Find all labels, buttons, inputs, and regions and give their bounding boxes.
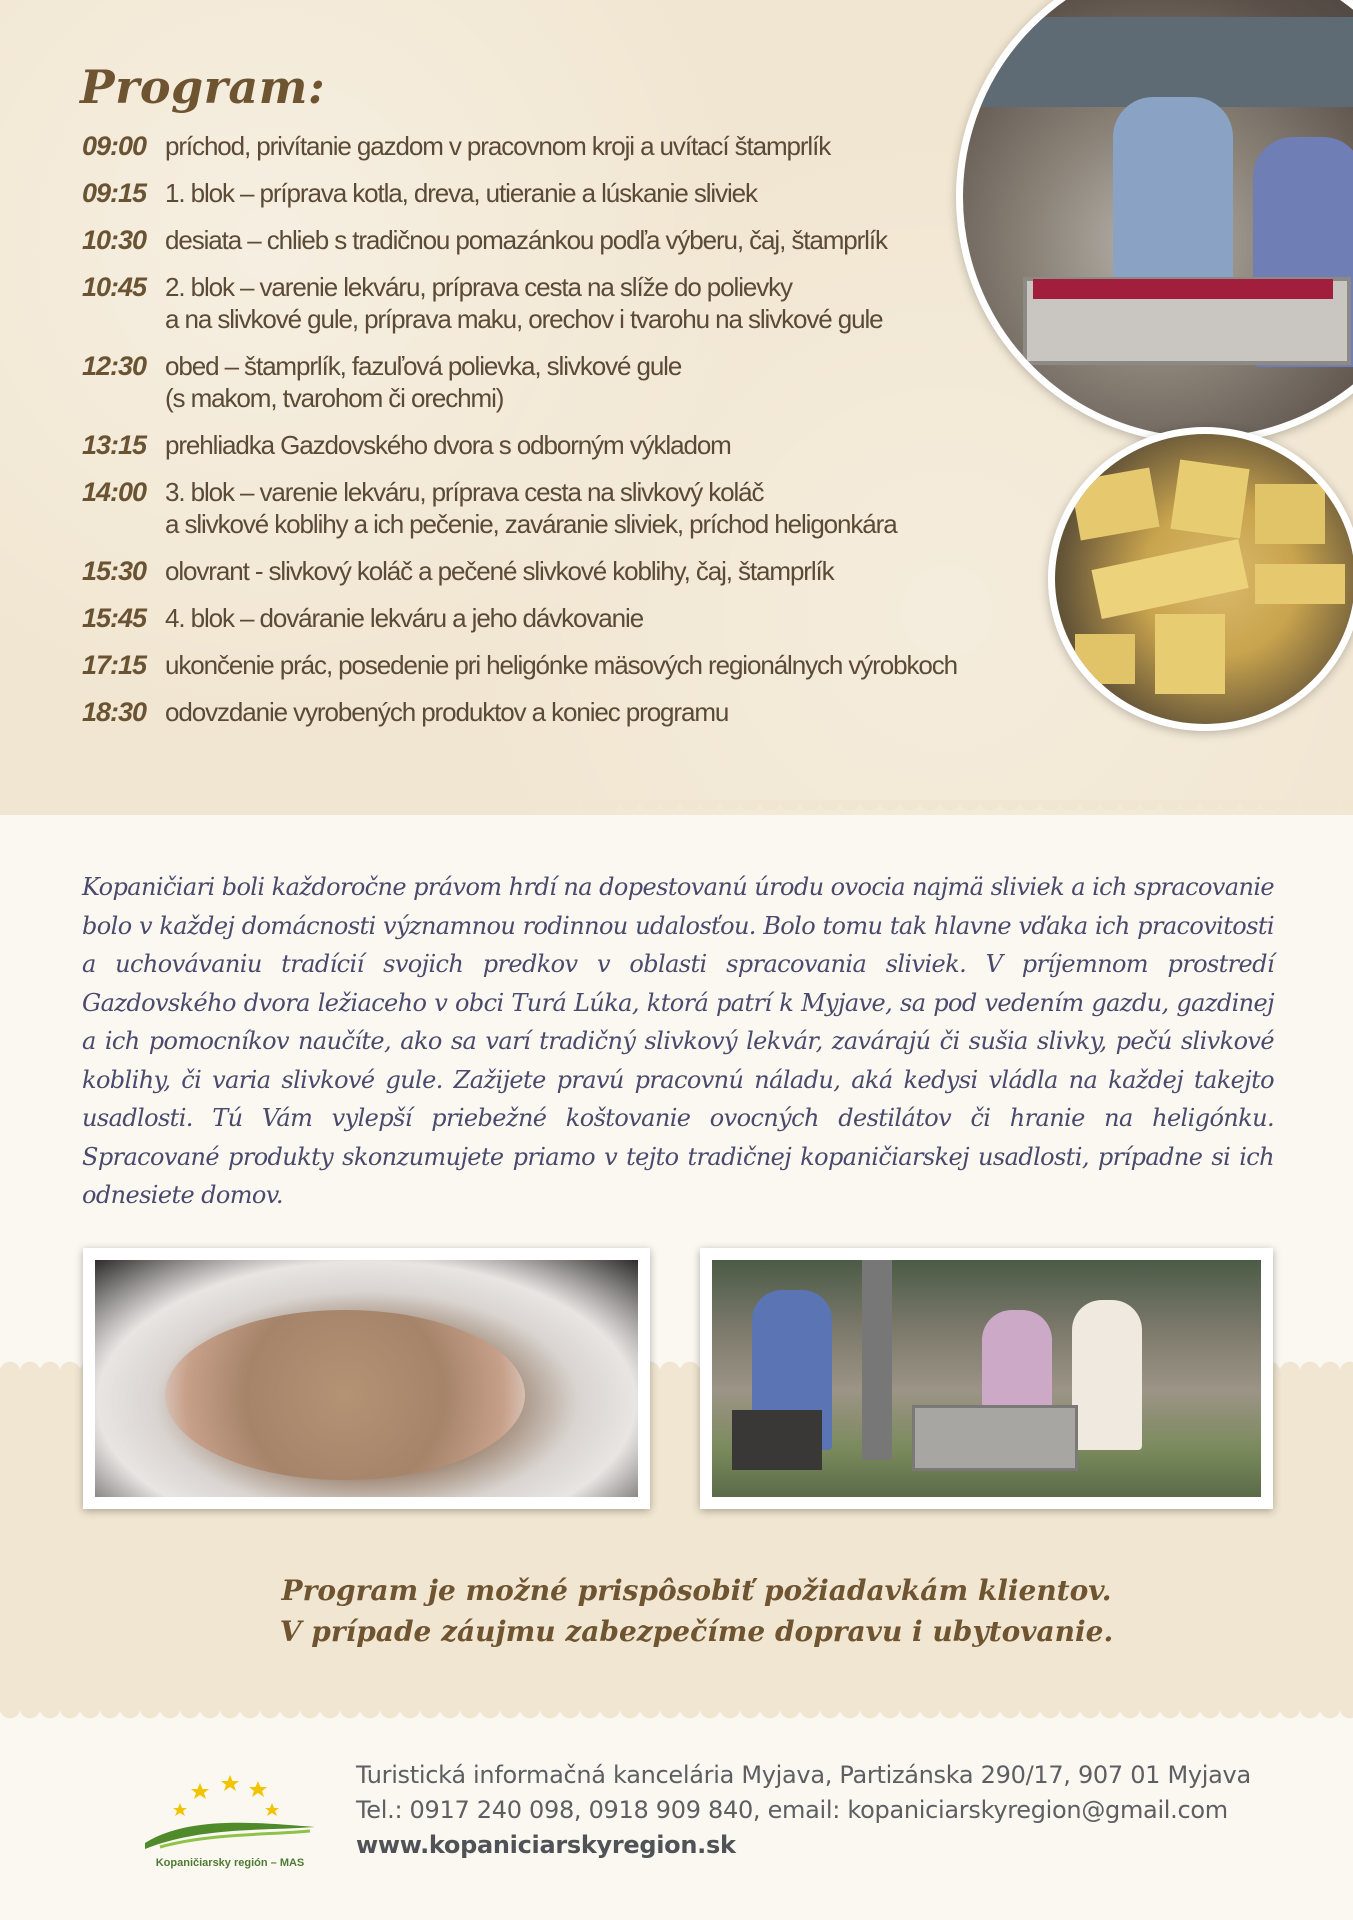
schedule-time: 15:30 — [82, 556, 147, 586]
photo-figure — [1113, 97, 1233, 297]
photo-chimney — [862, 1260, 892, 1460]
schedule-time: 09:15 — [82, 178, 147, 208]
website-link[interactable]: www.kopaniciarskyregion.sk — [356, 1831, 736, 1859]
photo-kettle — [912, 1405, 1078, 1471]
photo-pastry — [1075, 634, 1135, 684]
schedule-time: 09:00 — [82, 131, 147, 161]
photo-pot — [732, 1410, 822, 1470]
schedule-text: príchod, privítanie gazdom v pracovnom kroji a uvítací štamprlík — [165, 131, 831, 161]
photo-pastry — [1255, 484, 1325, 544]
photo-pastry — [1255, 564, 1345, 604]
photo-pastry — [1091, 539, 1248, 619]
schedule-item — [82, 350, 1042, 414]
schedule-item — [82, 177, 1042, 209]
photo-image — [712, 1260, 1261, 1497]
schedule-text-continued: a na slivkové gule, príprava maku, orechov i tvarohu na slivkové gule — [165, 304, 883, 334]
photo-jam-stirring — [700, 1248, 1273, 1509]
schedule-text-block — [165, 476, 897, 540]
program-heading: Program: — [80, 60, 326, 114]
schedule-time: 15:45 — [82, 603, 147, 633]
schedule-text: 3. blok – varenie lekváru, príprava cesta na slivkový koláč — [165, 477, 764, 507]
schedule-time: 14:00 — [82, 477, 147, 507]
schedule-text-continued: (s makom, tvarohom či orechmi) — [165, 383, 504, 413]
schedule-text: odovzdanie vyrobených produktov a koniec programu — [165, 697, 729, 727]
schedule-time: 10:45 — [82, 272, 147, 302]
schedule-text: desiata – chlieb s tradičnou pomazánkou podľa výberu, čaj, štamprlík — [165, 225, 887, 255]
photo-dumplings — [165, 1310, 525, 1480]
schedule-time: 13:15 — [82, 430, 147, 460]
schedule-item — [82, 271, 1042, 335]
photo-pastry — [1170, 459, 1249, 538]
scalloped-edge — [0, 1708, 1353, 1730]
schedule-text: olovrant - slivkový koláč a pečené slivkové koblihy, čaj, štamprlík — [165, 556, 834, 586]
schedule-item — [82, 696, 1042, 728]
closing-line: V prípade záujmu zabezpečíme dopravu i ubytovanie. — [279, 1615, 1114, 1648]
schedule-item — [82, 130, 1042, 162]
photo-jam — [1033, 279, 1333, 299]
logo-caption: Kopaničiarsky región – MAS — [155, 1857, 305, 1869]
description-paragraph: Kopaničiari boli každoročne právom hrdí na dopestovanú úrodu ovocia najmä sliviek a ich spracovanie bolo v každej domácnosti významnou rodinnou udalosťou. Bolo tomu tak hlavne vďaka ich pracovitosti a uchovávaniu tradícií svojich predkov v oblasti spracovania sliviek. V príjemnom prostredí Gazdovského dvora ležiaceho v obci Turá Lúka, ktorá patrí k Myjave, sa pod vedením gazdu, gazdinej a ich pomocníkov naučíte, ako sa varí tradičný slivkový lekvár, zavárajú či sušia slivky, pečú slivkové koblihy, či varia slivkové gule. Zažijete pravú pracovnú náladu, aká kedysi vládla na každej takejto usadlosti. Tú Vám vylepší priebežné koštovanie ovocných destilátov či hranie na heligónku. Spracované produkty skonzumujete priamo v tejto tradičnej kopaničiarskej usadlosti, prípadne si ich odnesiete domov. — [82, 873, 1274, 1209]
program-schedule — [82, 130, 1042, 743]
schedule-text: 2. blok – varenie lekváru, príprava cesta na slíže do polievky — [165, 272, 792, 302]
photo-dough-pastries — [1048, 427, 1353, 731]
schedule-time: 18:30 — [82, 697, 147, 727]
scalloped-edge — [0, 800, 1353, 824]
schedule-text: ukončenie prác, posedenie pri heligónke mäsových regionálnych výrobkoch — [165, 650, 957, 680]
closing-note — [0, 1570, 1353, 1652]
photo-plum-dumplings — [83, 1248, 650, 1509]
schedule-item — [82, 555, 1042, 587]
photo-figure — [1072, 1300, 1142, 1450]
schedule-item — [82, 429, 1042, 461]
schedule-item — [82, 602, 1042, 634]
schedule-text: 4. blok – dováranie lekváru a jeho dávkovanie — [165, 603, 644, 633]
schedule-text: 1. blok – príprava kotla, dreva, utieranie a lúskanie sliviek — [165, 178, 757, 208]
photo-image — [95, 1260, 638, 1497]
photo-roof — [973, 17, 1353, 107]
schedule-text: prehliadka Gazdovského dvora s odborným výkladom — [165, 430, 731, 460]
logo-stars-swoosh-icon — [140, 1765, 320, 1860]
contact-address: Turistická informačná kancelária Myjava, Partizánska 290/17, 907 01 Myjava — [356, 1761, 1251, 1789]
contact-phone-email: Tel.: 0917 240 098, 0918 909 840, email: kopaniciarskyregion@gmail.com — [356, 1796, 1228, 1824]
schedule-text: obed – štamprlík, fazuľová polievka, slivkové gule — [165, 351, 682, 381]
photo-pastry — [1070, 468, 1159, 541]
schedule-time: 10:30 — [82, 225, 147, 255]
schedule-text-block — [165, 350, 681, 414]
schedule-item — [82, 649, 1042, 681]
kopaniciarsky-region-logo — [140, 1765, 320, 1885]
schedule-time: 12:30 — [82, 351, 147, 381]
schedule-time: 17:15 — [82, 650, 147, 680]
closing-line: Program je možné prispôsobiť požiadavkám klientov. — [281, 1574, 1112, 1607]
contact-block — [356, 1758, 1251, 1863]
schedule-text-block — [165, 271, 883, 335]
schedule-text-continued: a slivkové koblihy a ich pečenie, zaváranie sliviek, príchod heligonkára — [165, 509, 897, 539]
photo-pastry — [1155, 614, 1225, 694]
schedule-item — [82, 476, 1042, 540]
schedule-item — [82, 224, 1042, 256]
